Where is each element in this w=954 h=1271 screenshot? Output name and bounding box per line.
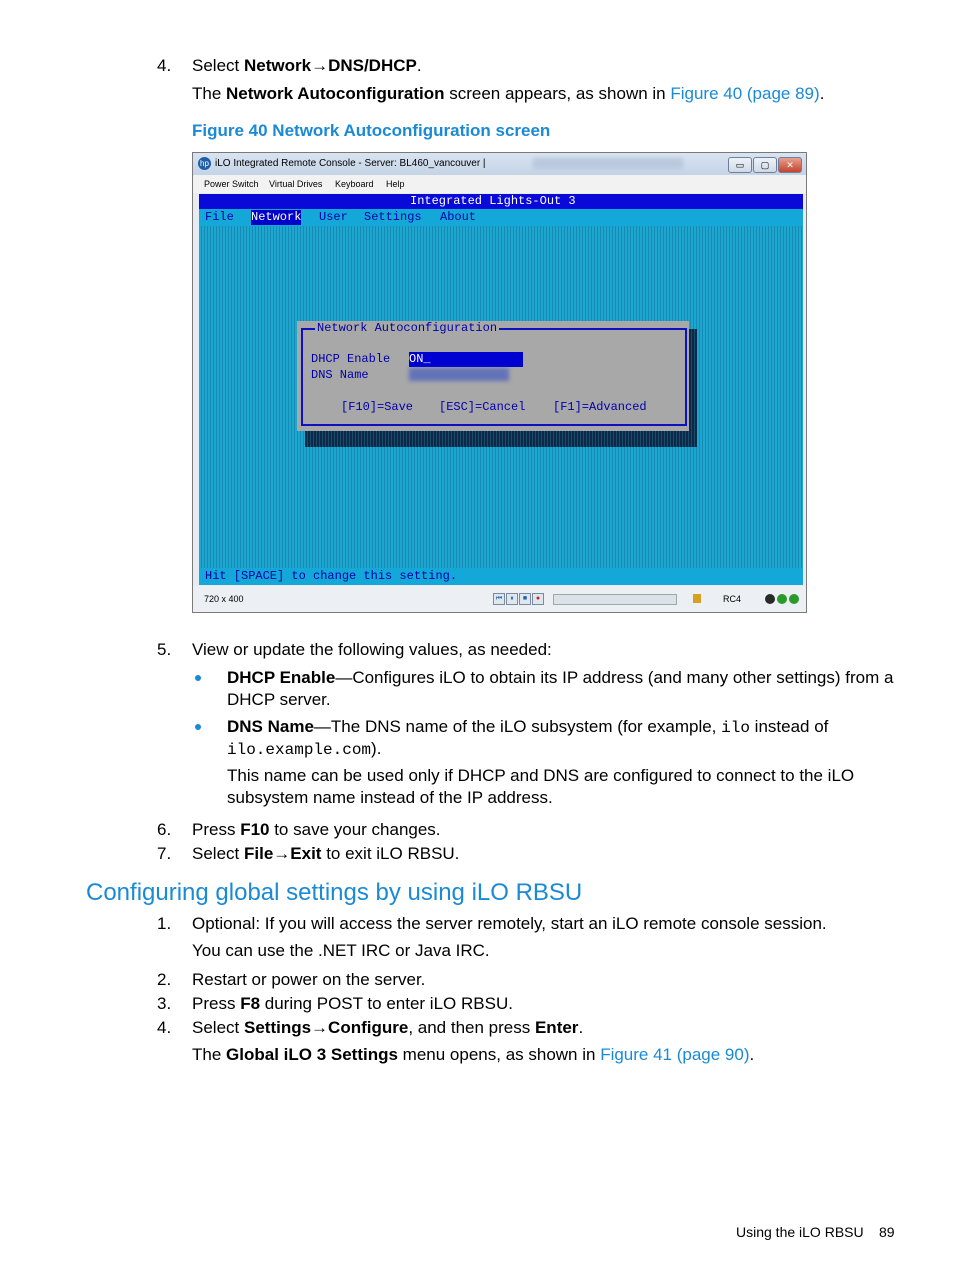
punct: . — [416, 56, 422, 75]
menu-name: Global iLO 3 Settings — [226, 1045, 398, 1064]
status-led-icon — [765, 594, 775, 604]
pause-icon[interactable]: ⏸ — [506, 593, 518, 605]
step-text: The — [192, 1045, 227, 1064]
step-number: 4. — [157, 1018, 172, 1037]
key-f10-save: [F10]=Save — [341, 400, 414, 414]
blurred-title-text — [533, 158, 683, 169]
bullet-dns-name-cont — [227, 738, 381, 761]
dns-note-line2: subsystem name instead of the IP address. — [227, 788, 553, 807]
menu-configure: Configure — [328, 1018, 409, 1037]
window-title: iLO Integrated Remote Console - Server: BL460_vancouver | — [215, 158, 486, 169]
step-text: Select — [192, 1018, 244, 1037]
figure-screenshot — [192, 152, 807, 613]
dash: — — [335, 668, 353, 687]
step-text: to save your changes. — [269, 820, 441, 839]
rbsu-screen — [199, 194, 803, 585]
bullet-icon — [195, 724, 201, 730]
arrow-icon: → — [273, 844, 291, 863]
term: DHCP Enable — [227, 668, 336, 687]
rbsu-menu-settings[interactable]: Settings — [364, 210, 422, 224]
minimize-icon[interactable]: ▭ — [728, 157, 752, 173]
step-4-result — [192, 83, 824, 105]
menu-virtual-drives[interactable]: Virtual Drives — [269, 179, 323, 189]
term: DNS Name — [227, 717, 314, 736]
key-f8: F8 — [240, 994, 261, 1013]
rbsu-menu-about[interactable]: About — [440, 210, 477, 224]
menu-keyboard[interactable]: Keyboard — [335, 179, 374, 189]
dns-name-label: DNS Name — [311, 368, 369, 382]
bullet-dhcp-enable-cont: DHCP server. — [227, 690, 331, 709]
maximize-icon[interactable]: ▢ — [753, 157, 777, 173]
figure-40-link[interactable]: Figure 40 (page 89) — [670, 84, 820, 103]
section-heading: Configuring global settings by using iLO RBSU — [86, 879, 583, 906]
step-text: menu opens, as shown in — [397, 1045, 601, 1064]
menu-file: File — [243, 844, 274, 863]
dialog-shadow — [305, 431, 697, 447]
key-f1-advanced: [F1]=Advanced — [553, 400, 647, 414]
definition: instead of — [749, 717, 829, 736]
punct: . — [578, 1018, 584, 1037]
step-7-text — [192, 843, 459, 865]
section-step-3-text — [192, 993, 513, 1015]
footer-section: Using the iLO RBSU — [736, 1224, 864, 1240]
dns-name-field[interactable] — [409, 368, 509, 381]
rbsu-menu-bar — [199, 209, 803, 226]
step-text: Press — [192, 994, 241, 1013]
definition: Configures iLO to obtain its IP address (and many other settings) from a — [352, 668, 894, 687]
step-number: 6. — [157, 820, 172, 839]
rbsu-menu-file[interactable]: File — [205, 210, 234, 224]
step-text: screen appears, as shown in — [444, 84, 671, 103]
rbsu-title-bar — [199, 194, 803, 209]
key-esc-cancel: [ESC]=Cancel — [439, 400, 526, 414]
step-number: 7. — [157, 844, 172, 863]
punct: . — [749, 1045, 755, 1064]
step-text: Select — [192, 844, 244, 863]
menu-help[interactable]: Help — [386, 179, 405, 189]
punct: . — [819, 84, 825, 103]
status-led-icon — [777, 594, 787, 604]
window-title-bar — [193, 153, 806, 175]
step-number: 1. — [157, 914, 172, 933]
rbsu-menu-network[interactable]: Network — [251, 210, 302, 224]
dash: — — [313, 717, 331, 736]
stop-icon[interactable]: ■ — [519, 593, 531, 605]
section-step-4-result — [192, 1044, 754, 1066]
code-ilo-example: ilo.example.com — [227, 741, 372, 759]
bullet-icon — [195, 675, 201, 681]
dhcp-enable-field[interactable] — [409, 352, 523, 367]
step-text: Press — [192, 820, 241, 839]
dns-note-line1: This name can be used only if DHCP and DNS are configured to connect to the iLO — [227, 766, 855, 785]
dhcp-enable-label: DHCP Enable — [311, 352, 391, 366]
dialog-shadow — [689, 329, 697, 431]
hp-logo-icon: hp — [198, 157, 211, 170]
step-text: Select — [192, 56, 244, 75]
code-ilo: ilo — [721, 719, 750, 737]
screen-name: Network Autoconfiguration — [226, 84, 445, 103]
console-status-bar — [193, 586, 806, 612]
figure-caption: Figure 40 Network Autoconfiguration screen — [192, 121, 551, 140]
step-6-text — [192, 819, 441, 841]
definition: The DNS name of the iLO subsystem (for example, — [330, 717, 722, 736]
key-enter: Enter — [534, 1018, 579, 1037]
step-number: 2. — [157, 970, 172, 989]
step-text: The — [192, 84, 227, 103]
punct: ). — [371, 739, 382, 758]
key-f10: F10 — [240, 820, 270, 839]
encryption-label: RC4 — [723, 594, 742, 604]
menu-dns-dhcp: DNS/DHCP — [328, 56, 417, 75]
bullet-dns-name — [227, 716, 828, 739]
window-menu-bar — [193, 175, 806, 193]
network-autoconfig-dialog — [297, 321, 689, 431]
figure-41-link[interactable]: Figure 41 (page 90) — [600, 1045, 750, 1064]
step-text: during POST to enter iLO RBSU. — [260, 994, 513, 1013]
close-icon[interactable]: ✕ — [778, 157, 802, 173]
menu-power-switch[interactable]: Power Switch — [204, 179, 259, 189]
section-step-4-text — [192, 1017, 583, 1039]
dhcp-enable-value: ON_ — [409, 352, 431, 366]
menu-exit: Exit — [290, 844, 322, 863]
rbsu-status-bar — [199, 568, 803, 585]
step-number: 4. — [157, 56, 172, 75]
arrow-icon: → — [311, 56, 329, 75]
step-5-text: View or update the following values, as needed: — [192, 640, 552, 659]
record-icon[interactable]: ● — [532, 593, 544, 605]
rbsu-title: Integrated Lights-Out 3 — [410, 194, 576, 208]
rbsu-status-text: Hit [SPACE] to change this setting. — [205, 569, 458, 583]
step-number: 3. — [157, 994, 172, 1013]
step-number: 5. — [157, 640, 172, 659]
bullet-dhcp-enable — [227, 667, 893, 689]
step-text: , and then press — [408, 1018, 535, 1037]
lock-icon — [693, 594, 701, 603]
arrow-icon: → — [311, 1018, 329, 1037]
status-led-icon — [789, 594, 799, 604]
playback-progress-bar[interactable] — [553, 594, 677, 605]
section-step-1-sub: You can use the .NET IRC or Java IRC. — [192, 941, 490, 960]
menu-network: Network — [243, 56, 312, 75]
section-step-1-text: Optional: If you will access the server remotely, start an iLO remote console session. — [192, 914, 827, 933]
dialog-title: Network Autoconfiguration — [317, 321, 498, 335]
rewind-icon[interactable]: ⏮ — [493, 593, 505, 605]
rbsu-menu-user[interactable]: User — [319, 210, 348, 224]
menu-settings: Settings — [243, 1018, 312, 1037]
step-text: to exit iLO RBSU. — [321, 844, 460, 863]
step-4-text — [192, 55, 422, 77]
resolution-readout: 720 x 400 — [204, 594, 244, 604]
section-step-2-text: Restart or power on the server. — [192, 970, 426, 989]
page-number: 89 — [879, 1224, 895, 1240]
